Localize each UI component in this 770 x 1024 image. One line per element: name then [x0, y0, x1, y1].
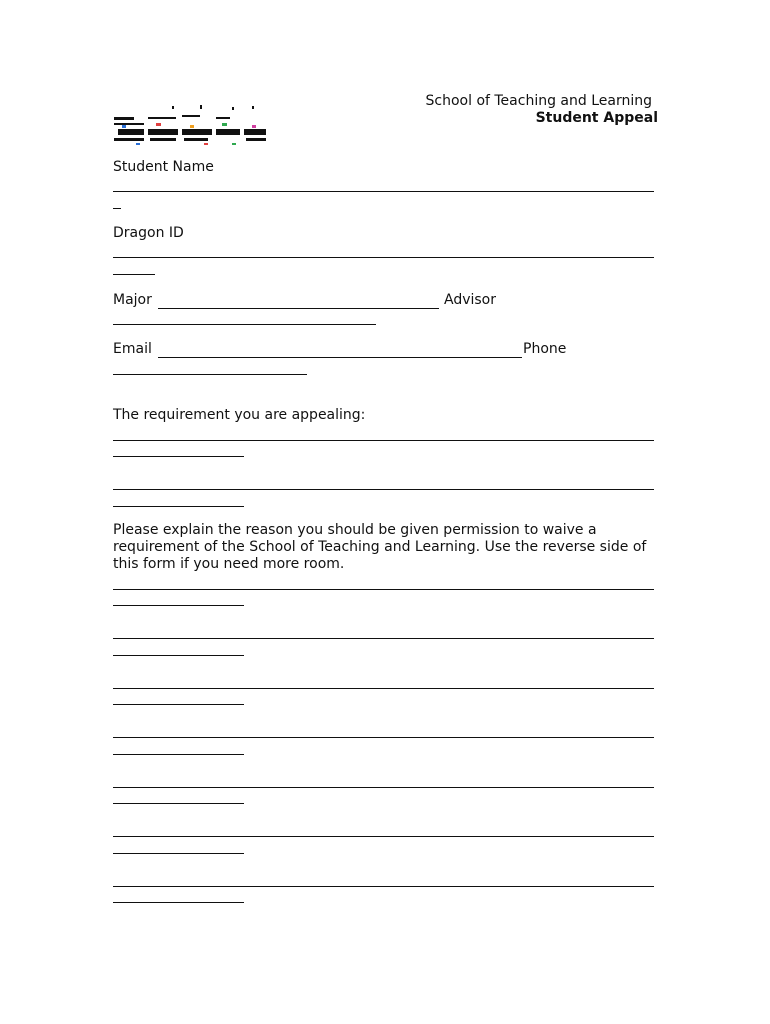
- explanation-line[interactable]: [113, 688, 654, 689]
- requirement-line[interactable]: [113, 506, 244, 507]
- phone-label: Phone: [523, 341, 567, 357]
- explanation-line[interactable]: [113, 836, 654, 837]
- requirement-line[interactable]: [113, 456, 244, 457]
- explanation-line[interactable]: [113, 704, 244, 705]
- email-label: Email: [113, 341, 152, 357]
- university-logo: [112, 103, 268, 151]
- major-line[interactable]: [158, 308, 439, 309]
- requirement-line[interactable]: [113, 489, 654, 490]
- student-name-line-cont[interactable]: [113, 208, 121, 209]
- explanation-line[interactable]: [113, 754, 244, 755]
- dragon-id-label: Dragon ID: [113, 225, 184, 241]
- explanation-line[interactable]: [113, 853, 244, 854]
- advisor-line[interactable]: [113, 324, 376, 325]
- explanation-line[interactable]: [113, 655, 244, 656]
- explanation-line[interactable]: [113, 902, 244, 903]
- student-name-line[interactable]: [113, 191, 654, 192]
- explanation-line[interactable]: [113, 605, 244, 606]
- explanation-prompt: Please explain the reason you should be given permission to waive a requirement of the School of Teaching and Learning. Use the reverse side of this form if you need more room.: [113, 522, 647, 572]
- student-name-label: Student Name: [113, 159, 214, 175]
- email-line[interactable]: [158, 357, 522, 358]
- explanation-line[interactable]: [113, 737, 654, 738]
- requirement-prompt: The requirement you are appealing:: [113, 407, 366, 423]
- explanation-line[interactable]: [113, 886, 654, 887]
- explanation-line[interactable]: [113, 638, 654, 639]
- phone-line[interactable]: [113, 374, 307, 375]
- explanation-line[interactable]: [113, 787, 654, 788]
- explanation-line[interactable]: [113, 803, 244, 804]
- requirement-line[interactable]: [113, 440, 654, 441]
- advisor-label: Advisor: [444, 292, 497, 308]
- school-name: School of Teaching and Learning: [425, 93, 652, 109]
- major-label: Major: [113, 292, 152, 308]
- dragon-id-line-cont[interactable]: [113, 274, 155, 275]
- dragon-id-line[interactable]: [113, 257, 654, 258]
- explanation-line[interactable]: [113, 589, 654, 590]
- form-title: Student Appeal: [535, 110, 658, 126]
